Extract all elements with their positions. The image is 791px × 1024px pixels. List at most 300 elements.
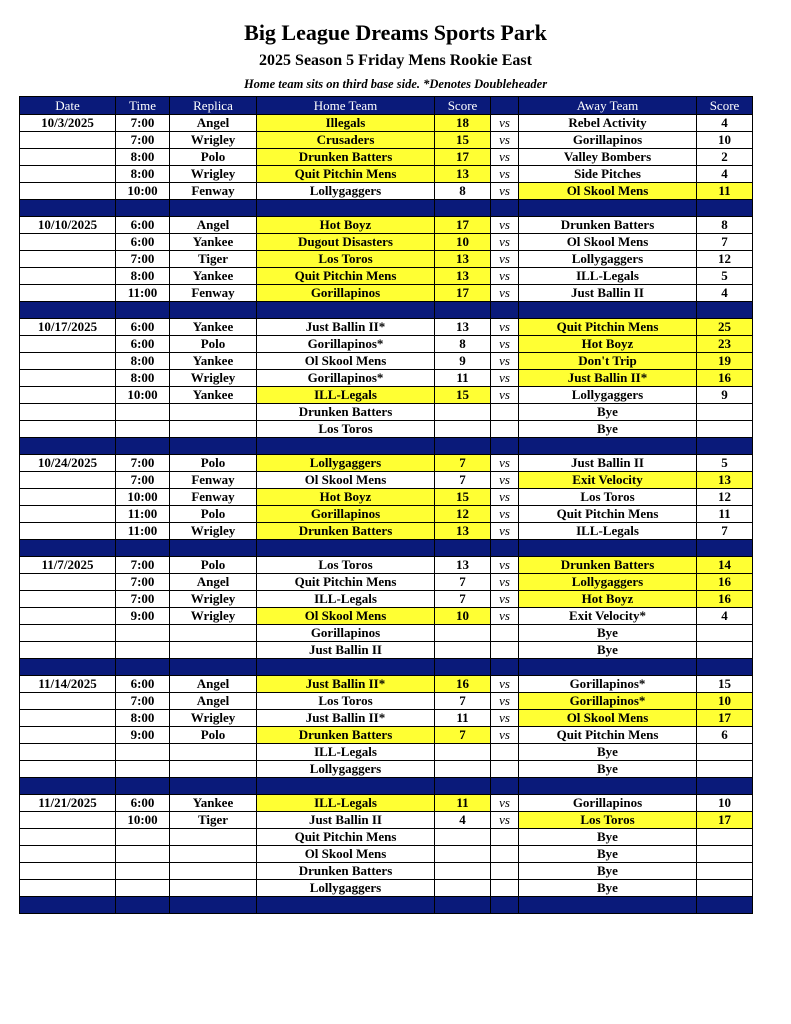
date-cell <box>20 727 116 744</box>
vs-cell: vs <box>491 676 519 693</box>
game-row <box>20 506 753 523</box>
week-separator <box>20 778 753 795</box>
away-team-cell: Just Ballin II <box>519 455 697 472</box>
separator-cell <box>116 302 170 319</box>
time-cell <box>116 829 170 846</box>
vs-cell <box>491 863 519 880</box>
separator-cell <box>435 778 491 795</box>
away-score-cell: 10 <box>697 795 753 812</box>
date-cell <box>20 421 116 438</box>
away-score-cell: 4 <box>697 608 753 625</box>
time-cell: 11:00 <box>116 523 170 540</box>
vs-cell: vs <box>491 710 519 727</box>
away-team-cell: Bye <box>519 744 697 761</box>
game-row <box>20 336 753 353</box>
field-cell: Polo <box>170 727 257 744</box>
home-score-cell: 9 <box>435 353 491 370</box>
game-row <box>20 455 753 472</box>
separator-cell <box>170 659 257 676</box>
field-cell: Polo <box>170 455 257 472</box>
away-score-cell: 11 <box>697 506 753 523</box>
date-cell: 10/24/2025 <box>20 455 116 472</box>
home-team-cell: Crusaders <box>257 132 435 149</box>
home-team-cell: Drunken Batters <box>257 863 435 880</box>
date-cell <box>20 710 116 727</box>
date-cell <box>20 846 116 863</box>
home-team-cell: Drunken Batters <box>257 727 435 744</box>
away-team-cell: Bye <box>519 880 697 897</box>
field-cell: Wrigley <box>170 591 257 608</box>
away-team-cell: Quit Pitchin Mens <box>519 506 697 523</box>
home-score-cell: 16 <box>435 676 491 693</box>
date-cell <box>20 506 116 523</box>
date-cell <box>20 608 116 625</box>
vs-cell: vs <box>491 795 519 812</box>
field-cell <box>170 863 257 880</box>
home-score-cell <box>435 761 491 778</box>
game-row <box>20 812 753 829</box>
separator-cell <box>519 438 697 455</box>
vs-cell: vs <box>491 472 519 489</box>
separator-cell <box>116 540 170 557</box>
home-team-cell: Drunken Batters <box>257 404 435 421</box>
field-cell: Wrigley <box>170 523 257 540</box>
separator-cell <box>20 540 116 557</box>
home-team-cell: Lollygaggers <box>257 880 435 897</box>
field-cell: Yankee <box>170 353 257 370</box>
separator-cell <box>20 200 116 217</box>
away-score-cell: 4 <box>697 115 753 132</box>
vs-cell: vs <box>491 251 519 268</box>
home-team-cell: Gorillapinos* <box>257 370 435 387</box>
field-cell <box>170 642 257 659</box>
vs-cell <box>491 829 519 846</box>
col-away-team-header: Away Team <box>519 97 697 115</box>
home-score-cell <box>435 421 491 438</box>
home-score-cell: 13 <box>435 166 491 183</box>
date-cell <box>20 693 116 710</box>
week-separator <box>20 200 753 217</box>
vs-cell: vs <box>491 574 519 591</box>
away-score-cell: 4 <box>697 285 753 302</box>
schedule-note: Home team sits on third base side. *Denotes Doubleheader <box>243 77 548 91</box>
home-team-cell: Hot Boyz <box>257 489 435 506</box>
away-score-cell: 7 <box>697 523 753 540</box>
time-cell <box>116 625 170 642</box>
date-cell: 10/3/2025 <box>20 115 116 132</box>
field-cell: Yankee <box>170 387 257 404</box>
home-team-cell: Los Toros <box>257 557 435 574</box>
game-row <box>20 710 753 727</box>
game-row <box>20 421 753 438</box>
home-team-cell: Quit Pitchin Mens <box>257 574 435 591</box>
vs-cell: vs <box>491 353 519 370</box>
date-cell <box>20 472 116 489</box>
date-cell <box>20 744 116 761</box>
vs-cell: vs <box>491 149 519 166</box>
away-team-cell: Quit Pitchin Mens <box>519 727 697 744</box>
separator-cell <box>697 438 753 455</box>
home-team-cell: Just Ballin II* <box>257 676 435 693</box>
home-team-cell: Ol Skool Mens <box>257 353 435 370</box>
time-cell <box>116 846 170 863</box>
field-cell: Yankee <box>170 795 257 812</box>
away-team-cell: ILL-Legals <box>519 268 697 285</box>
away-team-cell: Lollygaggers <box>519 387 697 404</box>
date-cell <box>20 132 116 149</box>
game-row <box>20 693 753 710</box>
field-cell: Angel <box>170 693 257 710</box>
col-replica-header: Replica <box>170 97 257 115</box>
time-cell: 11:00 <box>116 285 170 302</box>
field-cell: Fenway <box>170 183 257 200</box>
field-cell <box>170 421 257 438</box>
separator-cell <box>170 540 257 557</box>
home-score-cell: 11 <box>435 710 491 727</box>
away-score-cell: 2 <box>697 149 753 166</box>
home-score-cell: 15 <box>435 387 491 404</box>
away-score-cell <box>697 761 753 778</box>
time-cell: 6:00 <box>116 217 170 234</box>
date-cell: 11/14/2025 <box>20 676 116 693</box>
date-cell <box>20 523 116 540</box>
home-team-cell: Los Toros <box>257 251 435 268</box>
separator-cell <box>491 302 519 319</box>
home-team-cell: Just Ballin II* <box>257 710 435 727</box>
game-row <box>20 115 753 132</box>
home-team-cell: Quit Pitchin Mens <box>257 268 435 285</box>
field-cell: Fenway <box>170 285 257 302</box>
time-cell: 8:00 <box>116 370 170 387</box>
vs-cell: vs <box>491 285 519 302</box>
home-team-cell: Ol Skool Mens <box>257 472 435 489</box>
home-team-cell: Dugout Disasters <box>257 234 435 251</box>
home-score-cell: 13 <box>435 319 491 336</box>
away-team-cell: Quit Pitchin Mens <box>519 319 697 336</box>
away-score-cell <box>697 829 753 846</box>
away-team-cell: Gorillapinos* <box>519 693 697 710</box>
time-cell <box>116 880 170 897</box>
date-cell <box>20 370 116 387</box>
game-row <box>20 880 753 897</box>
away-team-cell: Bye <box>519 863 697 880</box>
vs-cell: vs <box>491 557 519 574</box>
home-team-cell: Drunken Batters <box>257 149 435 166</box>
vs-cell <box>491 404 519 421</box>
home-score-cell: 10 <box>435 608 491 625</box>
home-team-cell: Los Toros <box>257 421 435 438</box>
separator-cell <box>491 897 519 914</box>
vs-cell <box>491 625 519 642</box>
game-row <box>20 676 753 693</box>
away-score-cell: 5 <box>697 268 753 285</box>
time-cell: 7:00 <box>116 115 170 132</box>
game-row <box>20 761 753 778</box>
separator-cell <box>491 540 519 557</box>
time-cell: 9:00 <box>116 727 170 744</box>
away-score-cell: 16 <box>697 370 753 387</box>
separator-cell <box>697 778 753 795</box>
field-cell <box>170 846 257 863</box>
separator-cell <box>257 540 435 557</box>
separator-cell <box>435 540 491 557</box>
home-score-cell: 13 <box>435 557 491 574</box>
separator-cell <box>519 200 697 217</box>
away-team-cell: Los Toros <box>519 489 697 506</box>
date-cell <box>20 880 116 897</box>
field-cell: Wrigley <box>170 710 257 727</box>
away-team-cell: Bye <box>519 761 697 778</box>
home-score-cell: 8 <box>435 183 491 200</box>
game-row <box>20 625 753 642</box>
field-cell: Fenway <box>170 472 257 489</box>
separator-cell <box>116 897 170 914</box>
away-team-cell: Just Ballin II <box>519 285 697 302</box>
home-score-cell <box>435 846 491 863</box>
time-cell: 7:00 <box>116 574 170 591</box>
game-row <box>20 319 753 336</box>
game-row <box>20 166 753 183</box>
vs-cell: vs <box>491 591 519 608</box>
separator-cell <box>170 438 257 455</box>
separator-cell <box>170 200 257 217</box>
field-cell: Wrigley <box>170 132 257 149</box>
game-row <box>20 557 753 574</box>
vs-cell: vs <box>491 608 519 625</box>
week-separator <box>20 540 753 557</box>
field-cell: Wrigley <box>170 370 257 387</box>
week-separator <box>20 897 753 914</box>
away-score-cell: 15 <box>697 676 753 693</box>
home-score-cell: 13 <box>435 251 491 268</box>
vs-cell: vs <box>491 455 519 472</box>
separator-cell <box>20 302 116 319</box>
game-row <box>20 472 753 489</box>
time-cell: 9:00 <box>116 608 170 625</box>
vs-cell: vs <box>491 234 519 251</box>
home-score-cell: 7 <box>435 574 491 591</box>
date-cell <box>20 183 116 200</box>
time-cell: 7:00 <box>116 693 170 710</box>
date-cell: 10/17/2025 <box>20 319 116 336</box>
separator-cell <box>257 659 435 676</box>
vs-cell: vs <box>491 115 519 132</box>
home-team-cell: ILL-Legals <box>257 795 435 812</box>
away-team-cell: Gorillapinos* <box>519 676 697 693</box>
field-cell: Angel <box>170 217 257 234</box>
away-score-cell: 17 <box>697 812 753 829</box>
home-score-cell: 8 <box>435 336 491 353</box>
vs-cell: vs <box>491 217 519 234</box>
vs-cell: vs <box>491 693 519 710</box>
time-cell: 7:00 <box>116 251 170 268</box>
time-cell: 7:00 <box>116 557 170 574</box>
home-score-cell: 15 <box>435 132 491 149</box>
away-team-cell: Ol Skool Mens <box>519 234 697 251</box>
home-score-cell: 7 <box>435 727 491 744</box>
vs-cell: vs <box>491 166 519 183</box>
time-cell: 8:00 <box>116 353 170 370</box>
separator-cell <box>519 778 697 795</box>
separator-cell <box>170 302 257 319</box>
away-team-cell: Gorillapinos <box>519 795 697 812</box>
away-score-cell: 19 <box>697 353 753 370</box>
separator-cell <box>519 897 697 914</box>
date-cell <box>20 625 116 642</box>
separator-cell <box>435 438 491 455</box>
time-cell <box>116 744 170 761</box>
date-cell <box>20 234 116 251</box>
home-score-cell: 12 <box>435 506 491 523</box>
vs-cell: vs <box>491 336 519 353</box>
game-row <box>20 795 753 812</box>
game-row <box>20 404 753 421</box>
game-row <box>20 149 753 166</box>
away-score-cell: 10 <box>697 132 753 149</box>
time-cell: 7:00 <box>116 132 170 149</box>
game-row <box>20 523 753 540</box>
separator-cell <box>257 200 435 217</box>
vs-cell: vs <box>491 132 519 149</box>
separator-cell <box>491 778 519 795</box>
field-cell: Yankee <box>170 234 257 251</box>
home-score-cell: 18 <box>435 115 491 132</box>
col-vs-header <box>491 97 519 115</box>
home-score-cell: 7 <box>435 472 491 489</box>
separator-cell <box>116 778 170 795</box>
away-team-cell: Drunken Batters <box>519 557 697 574</box>
date-cell <box>20 863 116 880</box>
vs-cell: vs <box>491 523 519 540</box>
vs-cell: vs <box>491 319 519 336</box>
vs-cell: vs <box>491 387 519 404</box>
home-team-cell: Gorillapinos <box>257 285 435 302</box>
home-score-cell: 7 <box>435 455 491 472</box>
home-score-cell: 7 <box>435 693 491 710</box>
date-cell <box>20 591 116 608</box>
away-team-cell: Bye <box>519 421 697 438</box>
home-score-cell: 10 <box>435 234 491 251</box>
away-team-cell: Just Ballin II* <box>519 370 697 387</box>
vs-cell <box>491 744 519 761</box>
away-score-cell <box>697 625 753 642</box>
field-cell: Polo <box>170 506 257 523</box>
field-cell <box>170 625 257 642</box>
home-team-cell: Lollygaggers <box>257 455 435 472</box>
home-team-cell: Illegals <box>257 115 435 132</box>
separator-cell <box>170 897 257 914</box>
week-separator <box>20 659 753 676</box>
home-score-cell: 11 <box>435 795 491 812</box>
col-date-header: Date <box>20 97 116 115</box>
home-team-cell: Lollygaggers <box>257 761 435 778</box>
date-cell <box>20 166 116 183</box>
home-score-cell <box>435 404 491 421</box>
separator-cell <box>116 200 170 217</box>
col-home-team-header: Home Team <box>257 97 435 115</box>
vs-cell: vs <box>491 370 519 387</box>
home-team-cell: Drunken Batters <box>257 523 435 540</box>
home-score-cell: 17 <box>435 217 491 234</box>
away-team-cell: Valley Bombers <box>519 149 697 166</box>
away-team-cell: Lollygaggers <box>519 574 697 591</box>
time-cell: 10:00 <box>116 812 170 829</box>
time-cell: 6:00 <box>116 336 170 353</box>
separator-cell <box>257 302 435 319</box>
away-score-cell <box>697 421 753 438</box>
col-time-header: Time <box>116 97 170 115</box>
away-score-cell <box>697 744 753 761</box>
field-cell: Fenway <box>170 489 257 506</box>
game-row <box>20 846 753 863</box>
game-row <box>20 387 753 404</box>
time-cell: 8:00 <box>116 166 170 183</box>
away-score-cell: 9 <box>697 387 753 404</box>
field-cell <box>170 404 257 421</box>
time-cell: 6:00 <box>116 676 170 693</box>
game-row <box>20 608 753 625</box>
separator-cell <box>257 897 435 914</box>
home-team-cell: ILL-Legals <box>257 744 435 761</box>
away-score-cell: 16 <box>697 574 753 591</box>
vs-cell <box>491 761 519 778</box>
field-cell: Polo <box>170 149 257 166</box>
separator-cell <box>257 778 435 795</box>
date-cell <box>20 268 116 285</box>
away-score-cell: 12 <box>697 489 753 506</box>
schedule-body <box>20 115 753 914</box>
separator-cell <box>491 659 519 676</box>
date-cell <box>20 353 116 370</box>
away-team-cell: Lollygaggers <box>519 251 697 268</box>
field-cell: Yankee <box>170 268 257 285</box>
home-score-cell <box>435 625 491 642</box>
separator-cell <box>519 659 697 676</box>
away-team-cell: Ol Skool Mens <box>519 183 697 200</box>
week-separator <box>20 302 753 319</box>
date-cell <box>20 574 116 591</box>
date-cell <box>20 404 116 421</box>
home-score-cell: 17 <box>435 149 491 166</box>
home-team-cell: Hot Boyz <box>257 217 435 234</box>
game-row <box>20 370 753 387</box>
home-team-cell: Gorillapinos* <box>257 336 435 353</box>
home-score-cell <box>435 744 491 761</box>
game-row <box>20 591 753 608</box>
home-score-cell: 11 <box>435 370 491 387</box>
field-cell: Polo <box>170 336 257 353</box>
col-away-score-header: Score <box>697 97 753 115</box>
home-team-cell: Gorillapinos <box>257 506 435 523</box>
separator-cell <box>697 200 753 217</box>
separator-cell <box>519 540 697 557</box>
game-row <box>20 183 753 200</box>
date-cell <box>20 336 116 353</box>
away-score-cell: 17 <box>697 710 753 727</box>
separator-cell <box>519 302 697 319</box>
home-team-cell: Ol Skool Mens <box>257 608 435 625</box>
away-team-cell: Side Pitches <box>519 166 697 183</box>
separator-cell <box>116 438 170 455</box>
time-cell: 8:00 <box>116 149 170 166</box>
time-cell <box>116 863 170 880</box>
time-cell: 7:00 <box>116 455 170 472</box>
game-row <box>20 217 753 234</box>
game-row <box>20 251 753 268</box>
date-cell <box>20 489 116 506</box>
date-cell <box>20 285 116 302</box>
time-cell: 6:00 <box>116 795 170 812</box>
